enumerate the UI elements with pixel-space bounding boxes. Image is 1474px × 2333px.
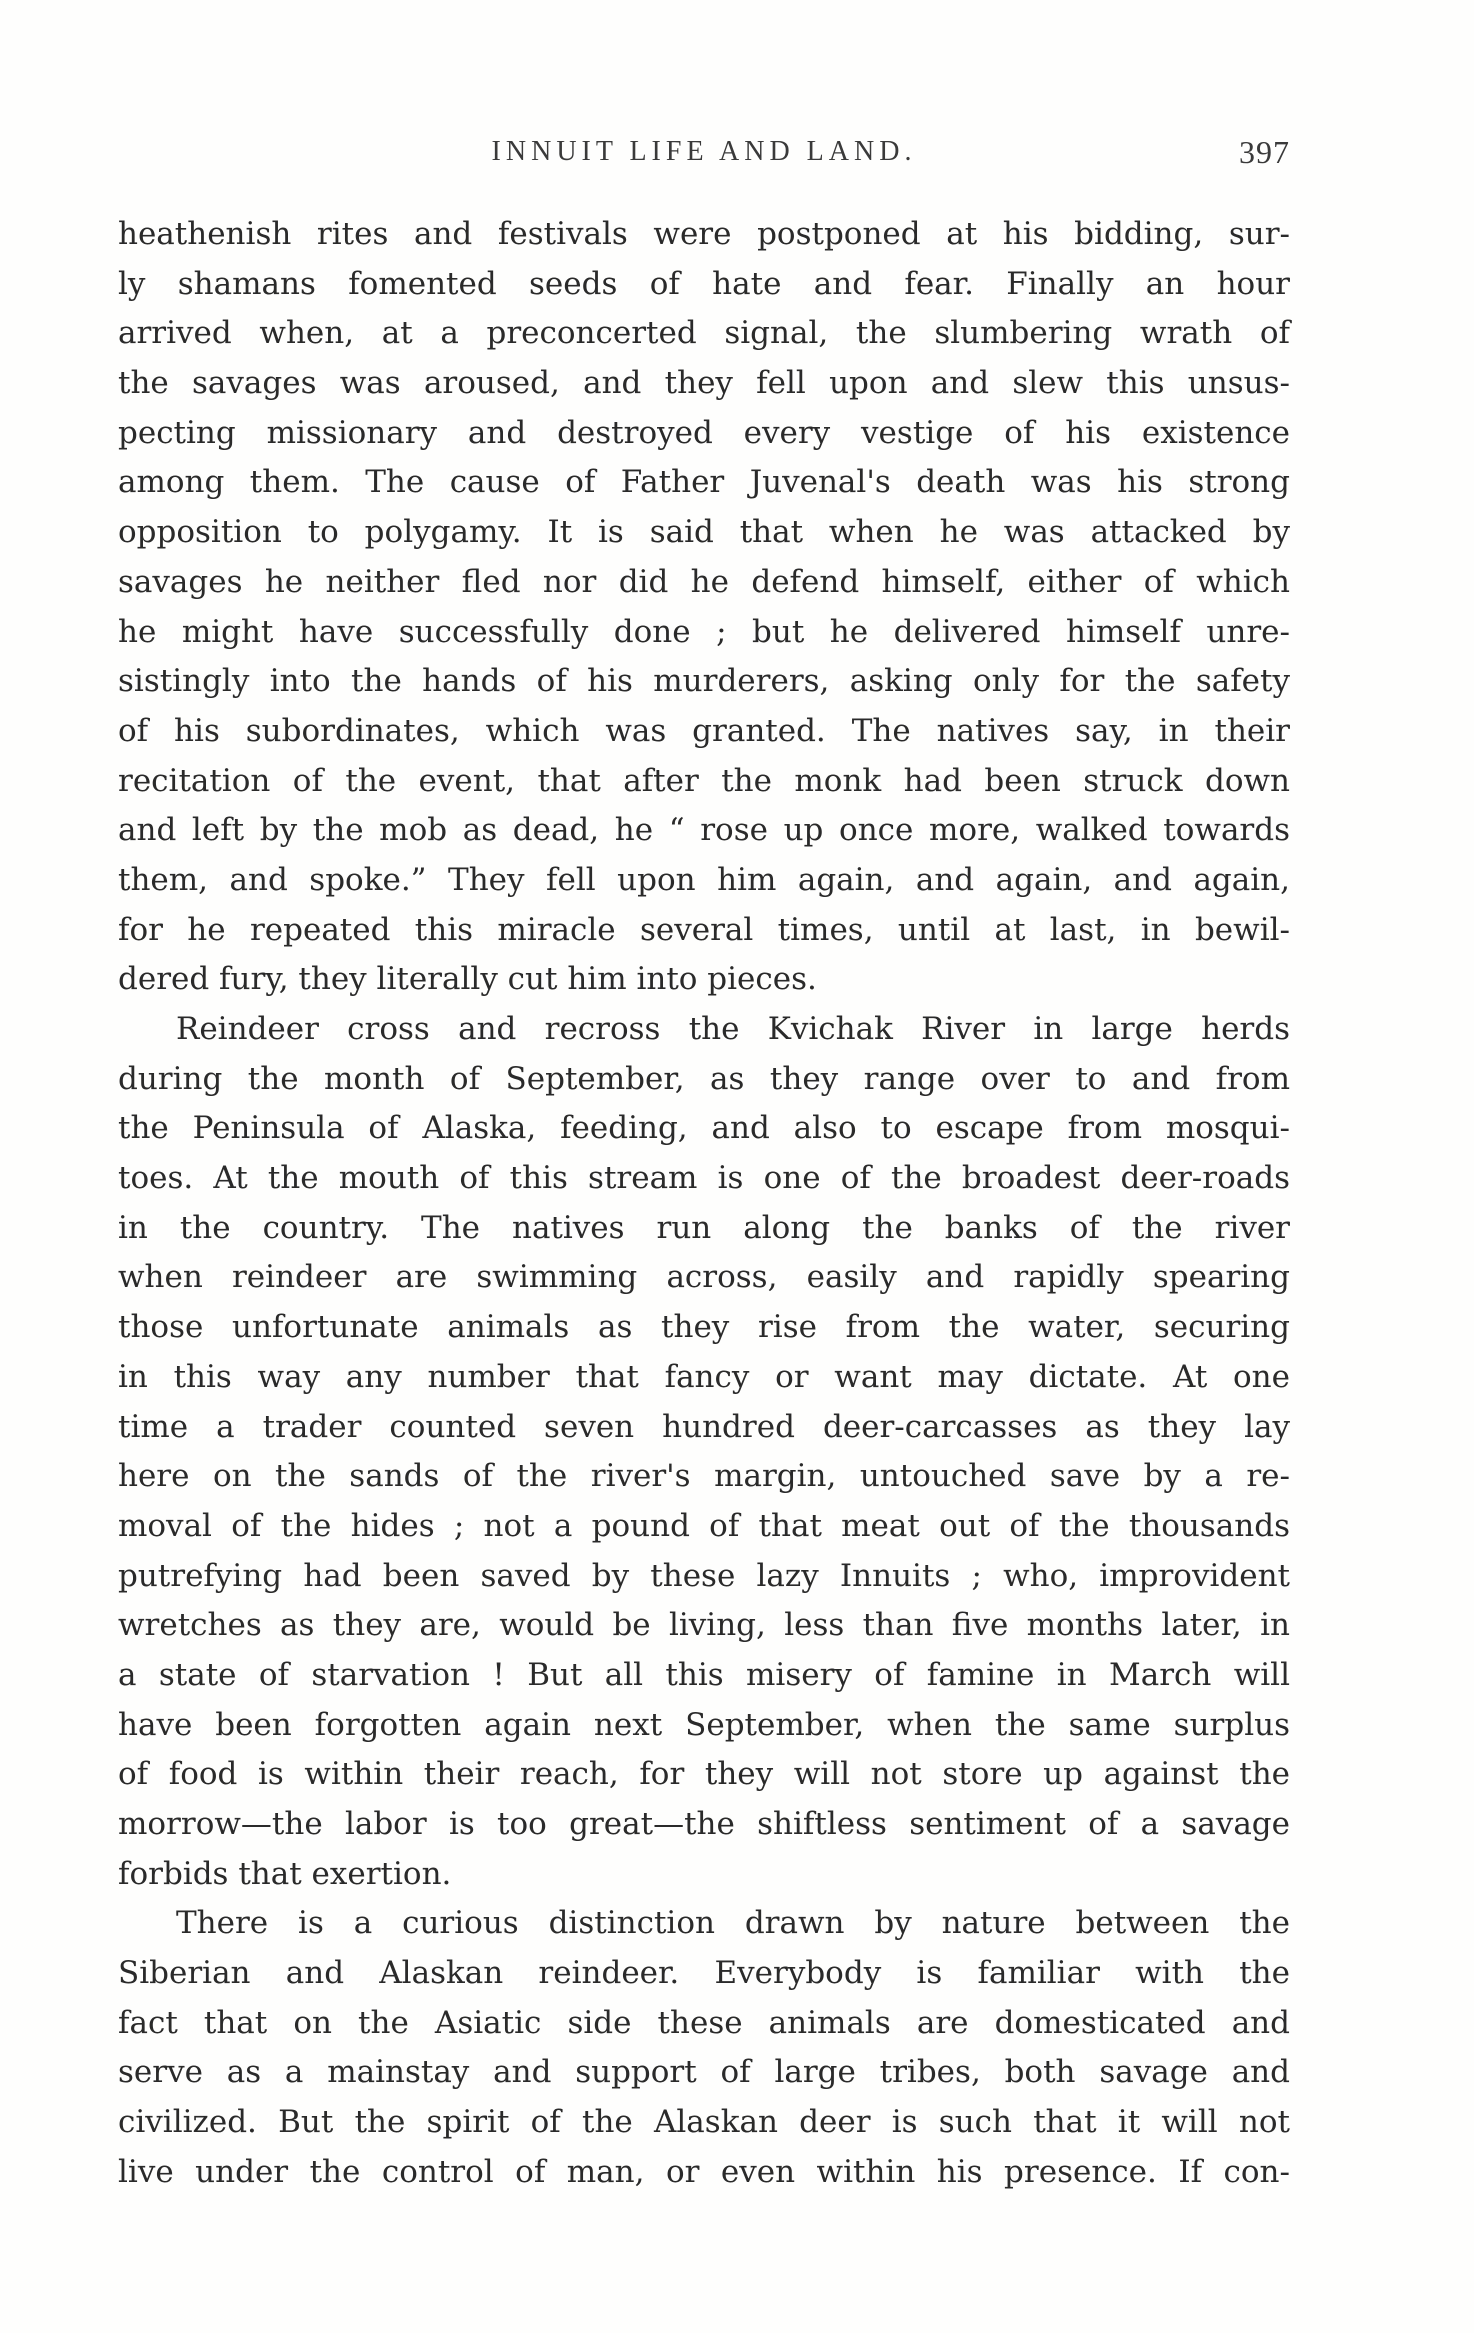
text-line: when reindeer are swimming across, easily and rapidly spearing (118, 1259, 1290, 1296)
text-line: forbids that exertion. (118, 1855, 452, 1892)
text-line: serve as a mainstay and support of large tribes, both savage and (118, 2054, 1290, 2091)
body-text (118, 210, 1290, 2198)
text-line: civilized. But the spirit of the Alaskan deer is such that it will not (118, 2104, 1290, 2141)
text-line: Reindeer cross and recross the Kvichak River in large herds (176, 1011, 1290, 1047)
paragraph (118, 210, 1290, 1005)
page-header (118, 136, 1290, 176)
text-line: of his subordinates, which was granted. The natives say, in their (118, 712, 1290, 749)
text-line: putrefying had been saved by these lazy Innuits ; who, improvident (118, 1557, 1290, 1594)
text-line: in this way any number that fancy or want may dictate. At one (118, 1358, 1290, 1395)
text-line: among them. The cause of Father Juvenal's death was his strong (118, 464, 1290, 501)
text-line: those unfortunate animals as they rise from the water, securing (118, 1309, 1290, 1346)
text-line: Siberian and Alaskan reindeer. Everybody is familiar with the (118, 1955, 1290, 1992)
text-line: during the month of September, as they range over to and from (118, 1060, 1290, 1097)
text-line: have been forgotten again next September, when the same surplus (118, 1706, 1290, 1743)
text-line: and left by the mob as dead, he “ rose up once more, walked towards (118, 812, 1290, 849)
text-line: ly shamans fomented seeds of hate and fear. Finally an hour (118, 265, 1290, 302)
text-line: morrow—the labor is too great—the shiftless sentiment of a savage (118, 1806, 1290, 1842)
text-line: savages he neither fled nor did he defend himself, either of which (118, 563, 1290, 600)
text-line: toes. At the mouth of this stream is one of the broadest deer-roads (118, 1160, 1290, 1197)
text-line: a state of starvation ! But all this misery of famine in March will (118, 1656, 1290, 1693)
text-line: them, and spoke.” They fell upon him again, and again, and again, (118, 861, 1290, 898)
text-line: sistingly into the hands of his murderers, asking only for the safety (118, 663, 1290, 700)
text-line: in the country. The natives run along the banks of the river (118, 1209, 1290, 1246)
text-line: dered fury, they literally cut him into pieces. (118, 961, 817, 998)
text-line: he might have successfully done ; but he delivered himself unre- (118, 613, 1290, 650)
text-line: live under the control of man, or even within his presence. If con- (118, 2153, 1290, 2190)
paragraph (118, 1005, 1290, 1899)
text-line: fact that on the Asiatic side these animals are domesticated and (118, 2004, 1290, 2041)
page-number: 397 (1239, 134, 1290, 170)
paragraph (118, 1899, 1290, 2197)
text-line: wretches as they are, would be living, less than five months later, in (118, 1607, 1290, 1644)
text-line: here on the sands of the river's margin, untouched save by a re- (118, 1458, 1290, 1495)
text-line: opposition to polygamy. It is said that when he was attacked by (118, 514, 1290, 551)
running-head: INNUIT LIFE AND LAND. (491, 136, 917, 167)
text-line: recitation of the event, that after the monk had been struck down (118, 762, 1290, 799)
text-line: for he repeated this miracle several times, until at last, in bewil- (118, 911, 1290, 948)
text-line: of food is within their reach, for they will not store up against the (118, 1756, 1290, 1793)
text-line: pecting missionary and destroyed every vestige of his existence (118, 414, 1290, 451)
text-line: moval of the hides ; not a pound of that meat out of the thousands (118, 1507, 1290, 1544)
text-line: heathenish rites and festivals were postponed at his bidding, sur- (118, 216, 1290, 252)
text-line: the Peninsula of Alaska, feeding, and also to escape from mosqui- (118, 1110, 1290, 1147)
text-line: arrived when, at a preconcerted signal, the slumbering wrath of (118, 315, 1290, 352)
text-line: the savages was aroused, and they fell upon and slew this unsus- (118, 365, 1290, 402)
text-line: time a trader counted seven hundred deer-carcasses as they lay (118, 1408, 1290, 1445)
text-line: There is a curious distinction drawn by nature between the (176, 1905, 1290, 1942)
